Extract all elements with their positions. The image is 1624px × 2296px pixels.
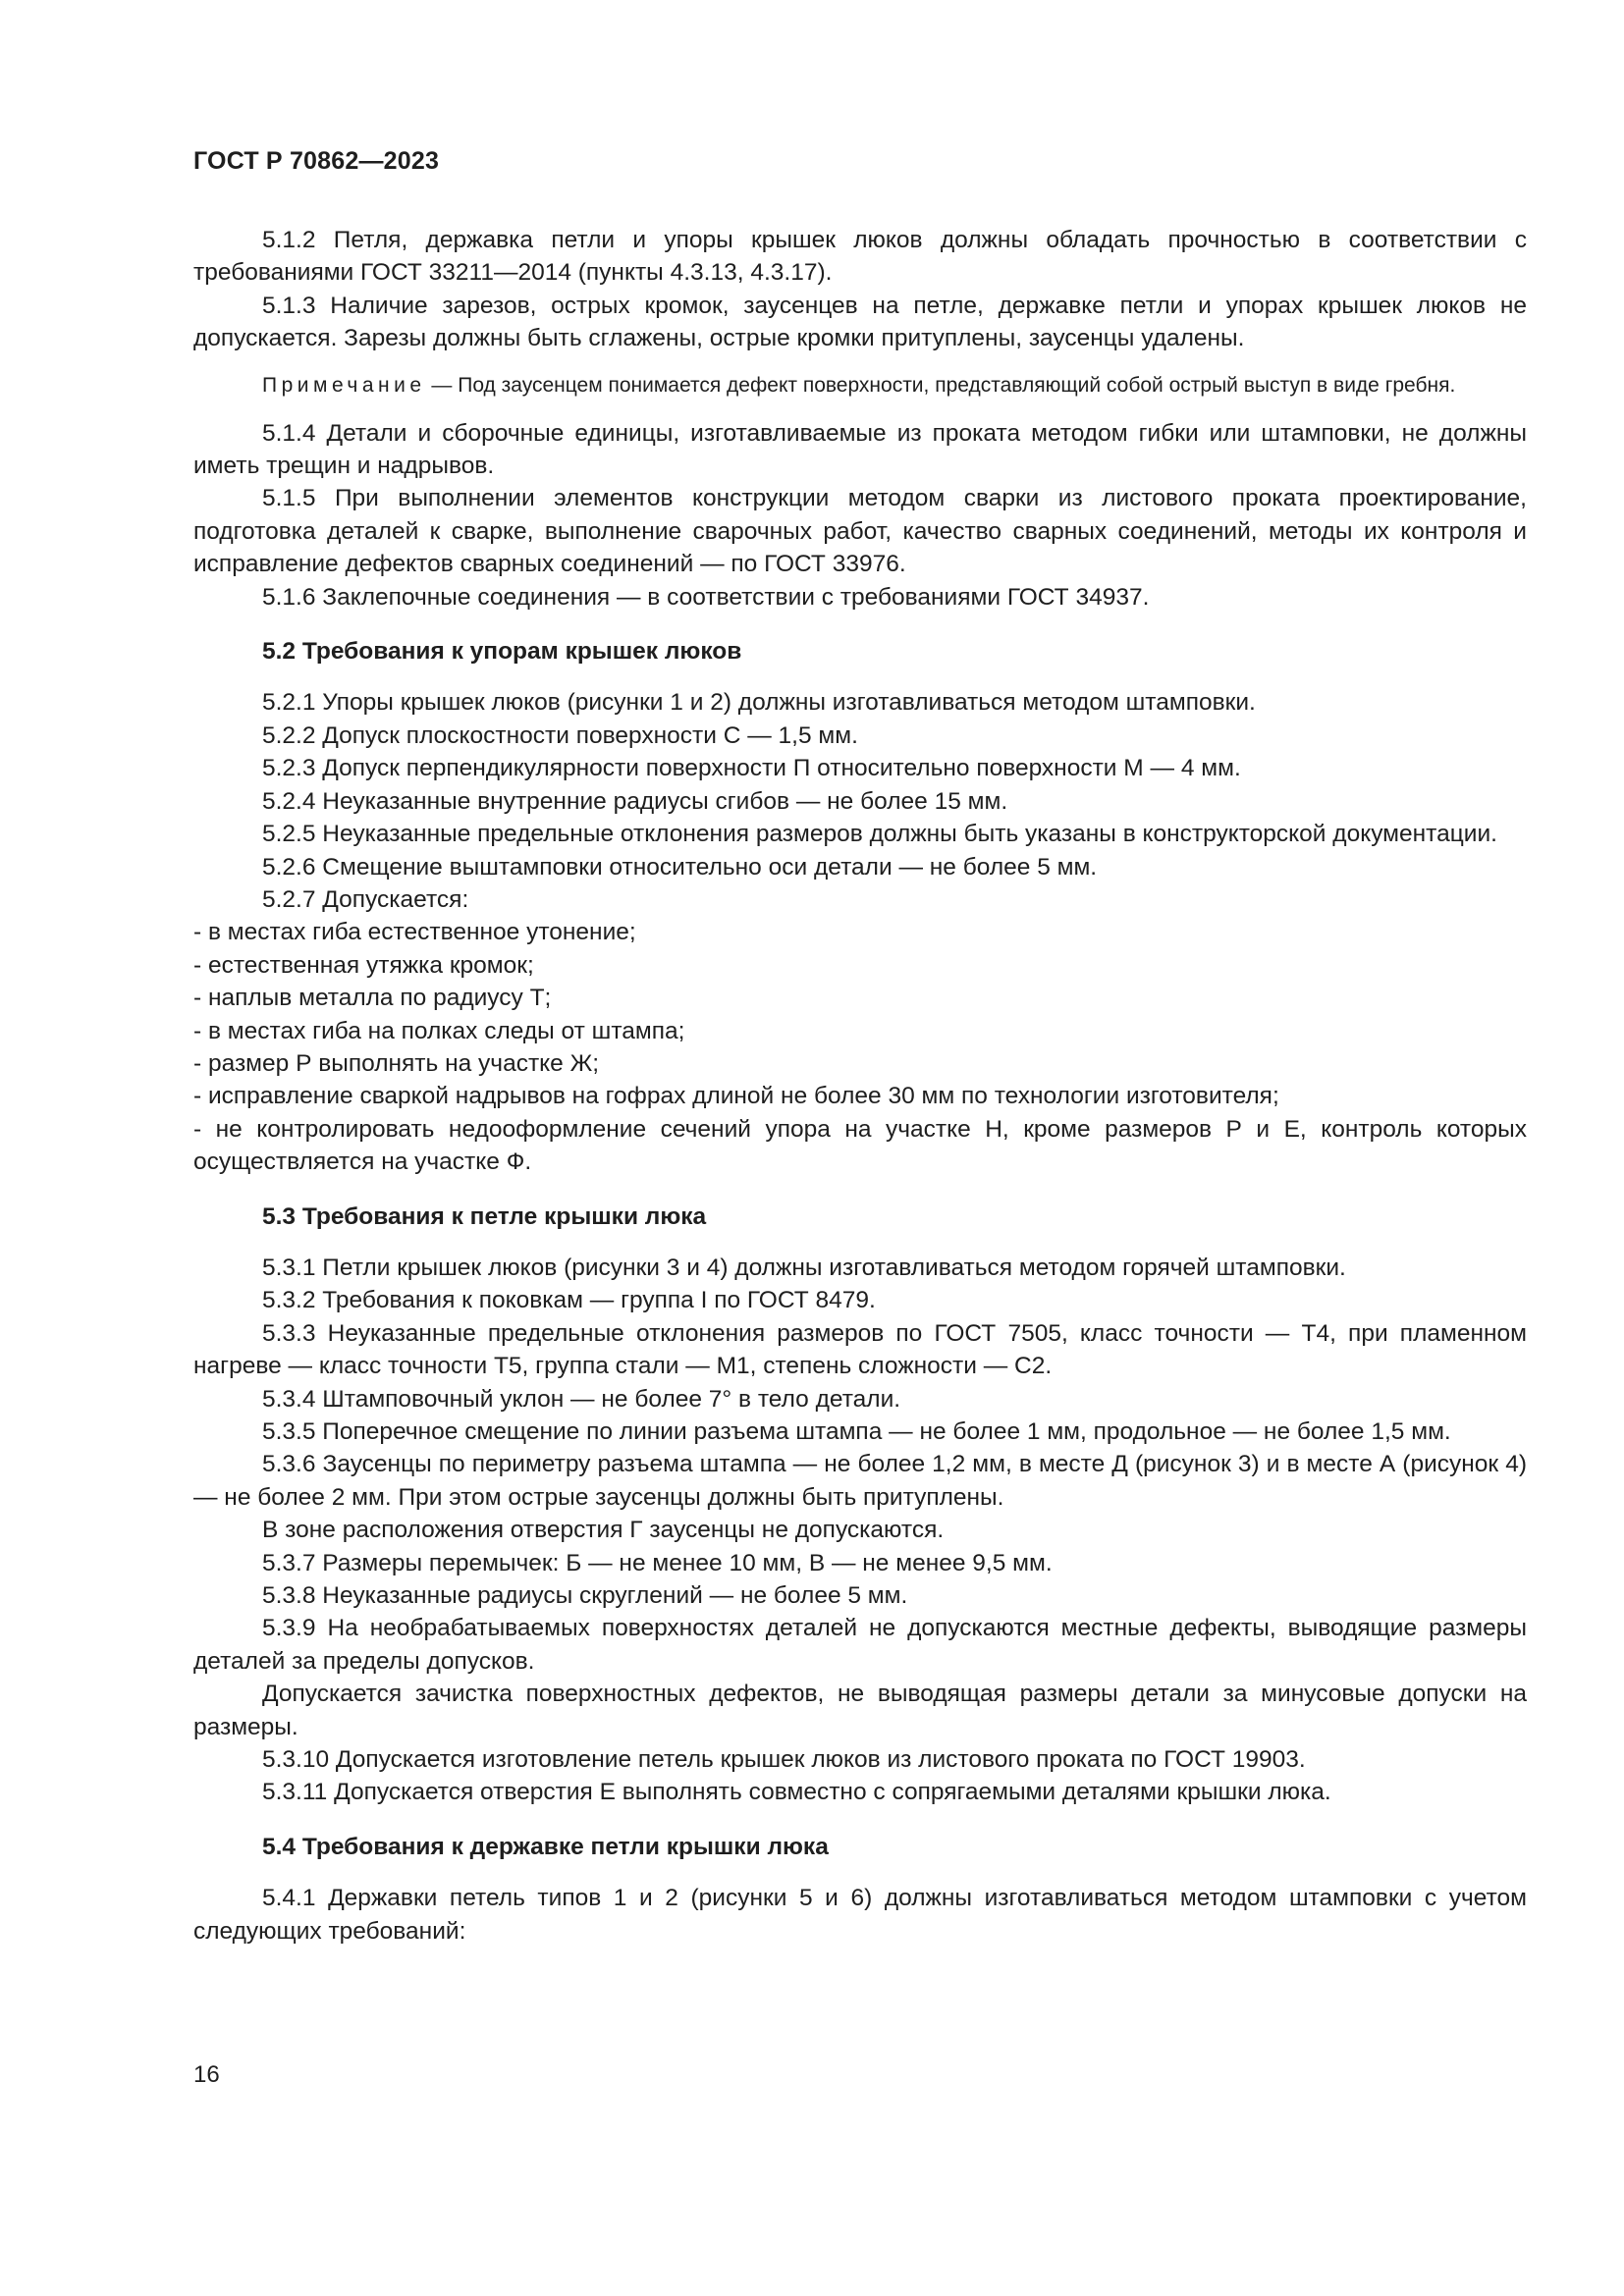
section-heading-5-2: 5.2 Требования к упорам крышек люков <box>262 638 742 666</box>
list-item: - исправление сваркой надрывов на гофрах длиной не более 30 мм по технологии изготовителя; <box>193 1083 1279 1110</box>
clause-5-2-4: 5.2.4 Неуказанные внутренние радиусы сгибов — не более 15 мм. <box>262 787 1008 815</box>
clause-5-2-3: 5.2.3 Допуск перпендикулярности поверхности П относительно поверхности М — 4 мм. <box>262 755 1241 782</box>
clause-5-3-6-cont: В зоне расположения отверстия Г заусенцы не допускаются. <box>262 1517 945 1544</box>
clause-5-3-11: 5.3.11 Допускается отверстия Е выполнять совместно с сопрягаемыми деталями крышки люка. <box>262 1779 1331 1806</box>
clause-5-3-6: 5.3.6 Заусенцы по периметру разъема штампа — не более 1,2 мм, в месте Д (рисунок 3) и в месте А (рисунок 4) — не более 2 мм. При этом острые заусенцы должны быть притуплены. <box>193 1451 1527 1511</box>
note-label: Примечание <box>262 373 426 397</box>
clause-5-3-3: 5.3.3 Неуказанные предельные отклонения размеров по ГОСТ 7505, класс точности — Т4, при пламенном нагреве — класс точности Т5, группа стали — М1, степень сложности — С2. <box>193 1319 1527 1380</box>
list-item: - естественная утяжка кромок; <box>193 951 534 979</box>
list-item: - наплыв металла по радиусу Т; <box>193 985 552 1012</box>
list-item-last: - не контролировать недооформление сечений упора на участке Н, кроме размеров Р и Е, контроль которых осуществляется на участке Ф. <box>193 1115 1527 1176</box>
document-header: ГОСТ Р 70862—2023 <box>193 147 440 175</box>
clause-5-3-9: 5.3.9 На необрабатываемых поверхностях деталей не допускаются местные дефекты, выводящие размеры деталей за пределы допусков. <box>193 1615 1527 1675</box>
clause-5-1-6: 5.1.6 Заклепочные соединения — в соответствии с требованиями ГОСТ 34937. <box>262 583 1150 611</box>
clause-5-1-3: 5.1.3 Наличие зарезов, острых кромок, заусенцев на петле, державке петли и упорах крышек люков не допускается. Зарезы должны быть сглажены, острые кромки притуплены, заусенцы удалены. <box>193 292 1527 352</box>
list-item: - в местах гиба естественное утонение; <box>193 919 636 946</box>
clause-5-4-1: 5.4.1 Державки петель типов 1 и 2 (рисунки 5 и 6) должны изготавливаться методом штамповки с учетом следующих требований: <box>193 1885 1527 1945</box>
clause-5-2-5: 5.2.5 Неуказанные предельные отклонения размеров должны быть указаны в конструкторской документации. <box>262 821 1497 848</box>
list-item: - размер Р выполнять на участке Ж; <box>193 1049 600 1077</box>
clause-5-2-7: 5.2.7 Допускается: <box>262 885 469 913</box>
section-heading-5-4: 5.4 Требования к державке петли крышки люка <box>262 1833 829 1860</box>
clause-5-3-7: 5.3.7 Размеры перемычек: Б — не менее 10 мм, В — не менее 9,5 мм. <box>262 1549 1053 1576</box>
clause-5-3-2: 5.3.2 Требования к поковкам — группа I по ГОСТ 8479. <box>262 1287 876 1314</box>
list-item: - в местах гиба на полках следы от штампа; <box>193 1017 685 1044</box>
note <box>193 371 1527 400</box>
clause-5-3-9-cont: Допускается зачистка поверхностных дефектов, не выводящая размеры детали за минусовые допуски на размеры. <box>193 1681 1527 1740</box>
clause-5-2-1: 5.2.1 Упоры крышек люков (рисунки 1 и 2) должны изготавливаться методом штамповки. <box>262 689 1256 717</box>
document-body <box>193 224 1527 1948</box>
clause-5-3-8: 5.3.8 Неуказанные радиусы скруглений — не более 5 мм. <box>262 1582 908 1610</box>
clause-5-3-10: 5.3.10 Допускается изготовление петель крышек люков из листового проката по ГОСТ 19903. <box>262 1746 1306 1774</box>
page-number: 16 <box>193 2061 220 2088</box>
clause-5-3-5: 5.3.5 Поперечное смещение по линии разъема штампа — не более 1 мм, продольное — не более 1,5 мм. <box>262 1418 1451 1445</box>
clause-5-1-4: 5.1.4 Детали и сборочные единицы, изготавливаемые из проката методом гибки или штамповки, не должны иметь трещин и надрывов. <box>193 419 1527 480</box>
section-heading-5-3: 5.3 Требования к петле крышки люка <box>262 1202 707 1230</box>
clause-5-2-2: 5.2.2 Допуск плоскостности поверхности С — 1,5 мм. <box>262 721 858 749</box>
clause-5-3-1: 5.3.1 Петли крышек люков (рисунки 3 и 4) должны изготавливаться методом горячей штамповки. <box>262 1254 1346 1281</box>
clause-5-1-5: 5.1.5 При выполнении элементов конструкции методом сварки из листового проката проектирование, подготовка деталей к сварке, выполнение сварочных работ, качество сварных соединений, методы их контроля и исправление дефектов сварных соединений — по ГОСТ 33976. <box>193 485 1527 578</box>
clause-5-3-4: 5.3.4 Штамповочный уклон — не более 7° в тело детали. <box>262 1385 901 1413</box>
clause-5-2-6: 5.2.6 Смещение выштамповки относительно оси детали — не более 5 мм. <box>262 853 1098 881</box>
note-text: — Под заусенцем понимается дефект поверхности, представляющий собой острый выступ в виде гребня. <box>425 373 1456 397</box>
clause-5-1-2: 5.1.2 Петля, державка петли и упоры крышек люков должны обладать прочностью в соответствии с требованиями ГОСТ 33211—2014 (пункты 4.3.13, 4.3.17). <box>193 227 1527 287</box>
